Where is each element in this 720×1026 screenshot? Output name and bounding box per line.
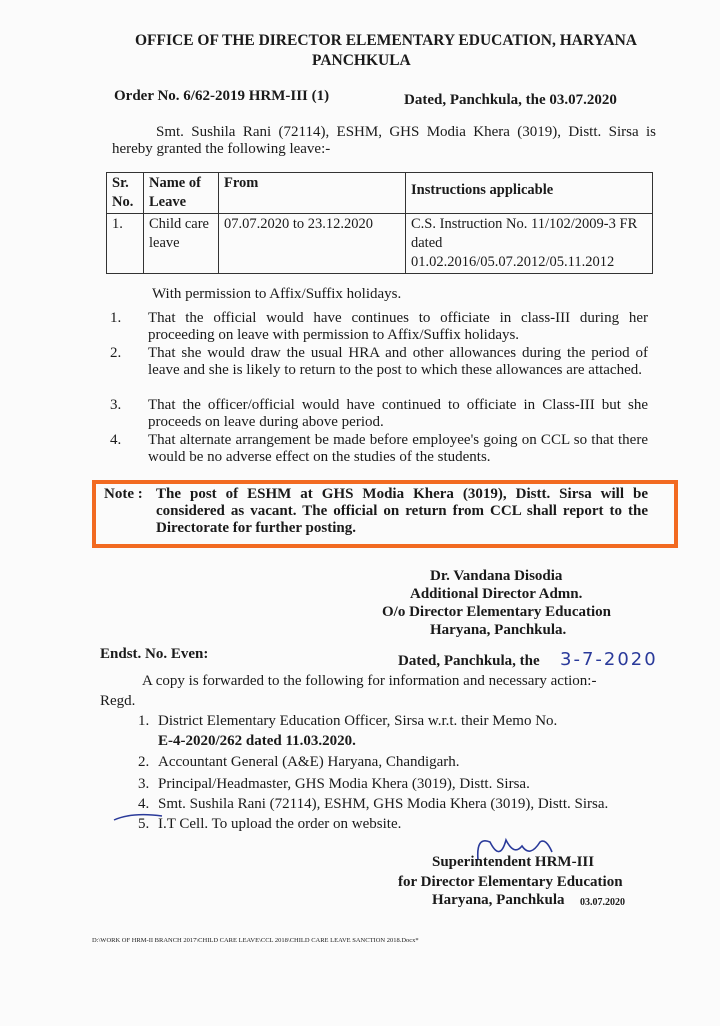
order-date: Dated, Panchkula, the 03.07.2020 bbox=[404, 92, 617, 108]
recipient-text: Accountant General (A&E) Haryana, Chandigarh. bbox=[158, 754, 460, 770]
recipient-text: Principal/Headmaster, GHS Modia Khera (3019), Distt. Sirsa. bbox=[158, 776, 530, 792]
order-number: Order No. 6/62-2019 HRM-III (1) bbox=[114, 88, 330, 104]
note-label: Note : bbox=[104, 486, 143, 502]
signatory-name: Dr. Vandana Disodia bbox=[430, 568, 563, 584]
signatory-title: Additional Director Admn. bbox=[410, 586, 583, 602]
condition-text: That the officer/official would have continued to officiate in Class-III but she proceeds on leave during above period. bbox=[148, 397, 648, 430]
handwritten-tick-mark bbox=[112, 808, 168, 828]
cell-from: 07.07.2020 to 23.12.2020 bbox=[219, 214, 406, 274]
recipient-number: 4. bbox=[138, 796, 150, 812]
regd-label: Regd. bbox=[100, 693, 136, 709]
header-sr-no: Sr. No. bbox=[107, 173, 144, 214]
condition-number: 3. bbox=[110, 397, 122, 413]
superintendent-title: Superintendent HRM-III bbox=[432, 854, 595, 870]
header-from: From bbox=[219, 173, 406, 214]
recipient-text: I.T Cell. To upload the order on website. bbox=[158, 816, 402, 832]
recipient-number: 1. bbox=[138, 713, 150, 729]
cell-leave-name: Child care leave bbox=[144, 214, 219, 274]
office-heading: OFFICE OF THE DIRECTOR ELEMENTARY EDUCATION, HARYANA bbox=[135, 32, 638, 49]
table-header-row bbox=[107, 173, 653, 214]
superintendent-office: for Director Elementary Education bbox=[398, 874, 623, 890]
header-instructions: Instructions applicable bbox=[406, 173, 653, 214]
note-text: The post of ESHM at GHS Modia Khera (3019), Distt. Sirsa will be considered as vacant. The official on return from CCL shall report to the Directorate for further posting. bbox=[156, 486, 648, 536]
recipient-number: 5. bbox=[138, 816, 150, 832]
signatory-office: O/o Director Elementary Education bbox=[382, 604, 611, 620]
condition-text: That alternate arrangement be made before employee's going on CCL so that there would be no adverse effect on the studies of the students. bbox=[148, 432, 648, 465]
superintendent-location: Haryana, Panchkula bbox=[432, 892, 565, 908]
table-row bbox=[107, 214, 653, 274]
cell-instructions: C.S. Instruction No. 11/102/2009-3 FR dated 01.02.2016/05.07.2012/05.11.2012 bbox=[406, 214, 653, 274]
forward-text: A copy is forwarded to the following for information and necessary action:- bbox=[142, 673, 597, 689]
cell-sr-no: 1. bbox=[107, 214, 144, 274]
intro-text: Smt. Sushila Rani (72114), ESHM, GHS Modia Khera (3019), Distt. Sirsa is hereby granted the following leave:- bbox=[112, 124, 656, 157]
file-path-footer: D:\WORK OF HRM-II BRANCH 2017\CHILD CARE LEAVE\CCL 2018\CHILD CARE LEAVE SANCTION 2018.Docx* bbox=[92, 937, 419, 944]
condition-number: 1. bbox=[110, 310, 122, 326]
condition-text: That the official would have continues to officiate in class-III during her proceeding on leave with permission to Affix/Suffix holidays. bbox=[148, 310, 648, 343]
permission-text: With permission to Affix/Suffix holidays. bbox=[152, 286, 402, 302]
header-leave-name: Name of Leave bbox=[144, 173, 219, 214]
office-location: PANCHKULA bbox=[312, 52, 411, 69]
recipient-text: District Elementary Education Officer, Sirsa w.r.t. their Memo No. bbox=[158, 713, 558, 729]
recipient-number: 3. bbox=[138, 776, 150, 792]
condition-number: 4. bbox=[110, 432, 122, 448]
handwritten-date: 3-7-2020 bbox=[560, 649, 658, 670]
endst-date: Dated, Panchkula, the bbox=[398, 653, 540, 669]
recipient-number: 2. bbox=[138, 754, 150, 770]
endst-label: Endst. No. Even: bbox=[100, 646, 209, 662]
signatory-location: Haryana, Panchkula. bbox=[430, 622, 567, 638]
condition-number: 2. bbox=[110, 345, 122, 361]
recipient-memo: E-4-2020/262 dated 11.03.2020. bbox=[158, 733, 356, 749]
leave-table bbox=[106, 172, 653, 274]
recipient-text: Smt. Sushila Rani (72114), ESHM, GHS Modia Khera (3019), Distt. Sirsa. bbox=[158, 796, 609, 812]
condition-text: That she would draw the usual HRA and other allowances during the period of leave and she is likely to return to the post to which these allowances are attached. bbox=[148, 345, 648, 378]
superintendent-date: 03.07.2020 bbox=[580, 897, 625, 908]
